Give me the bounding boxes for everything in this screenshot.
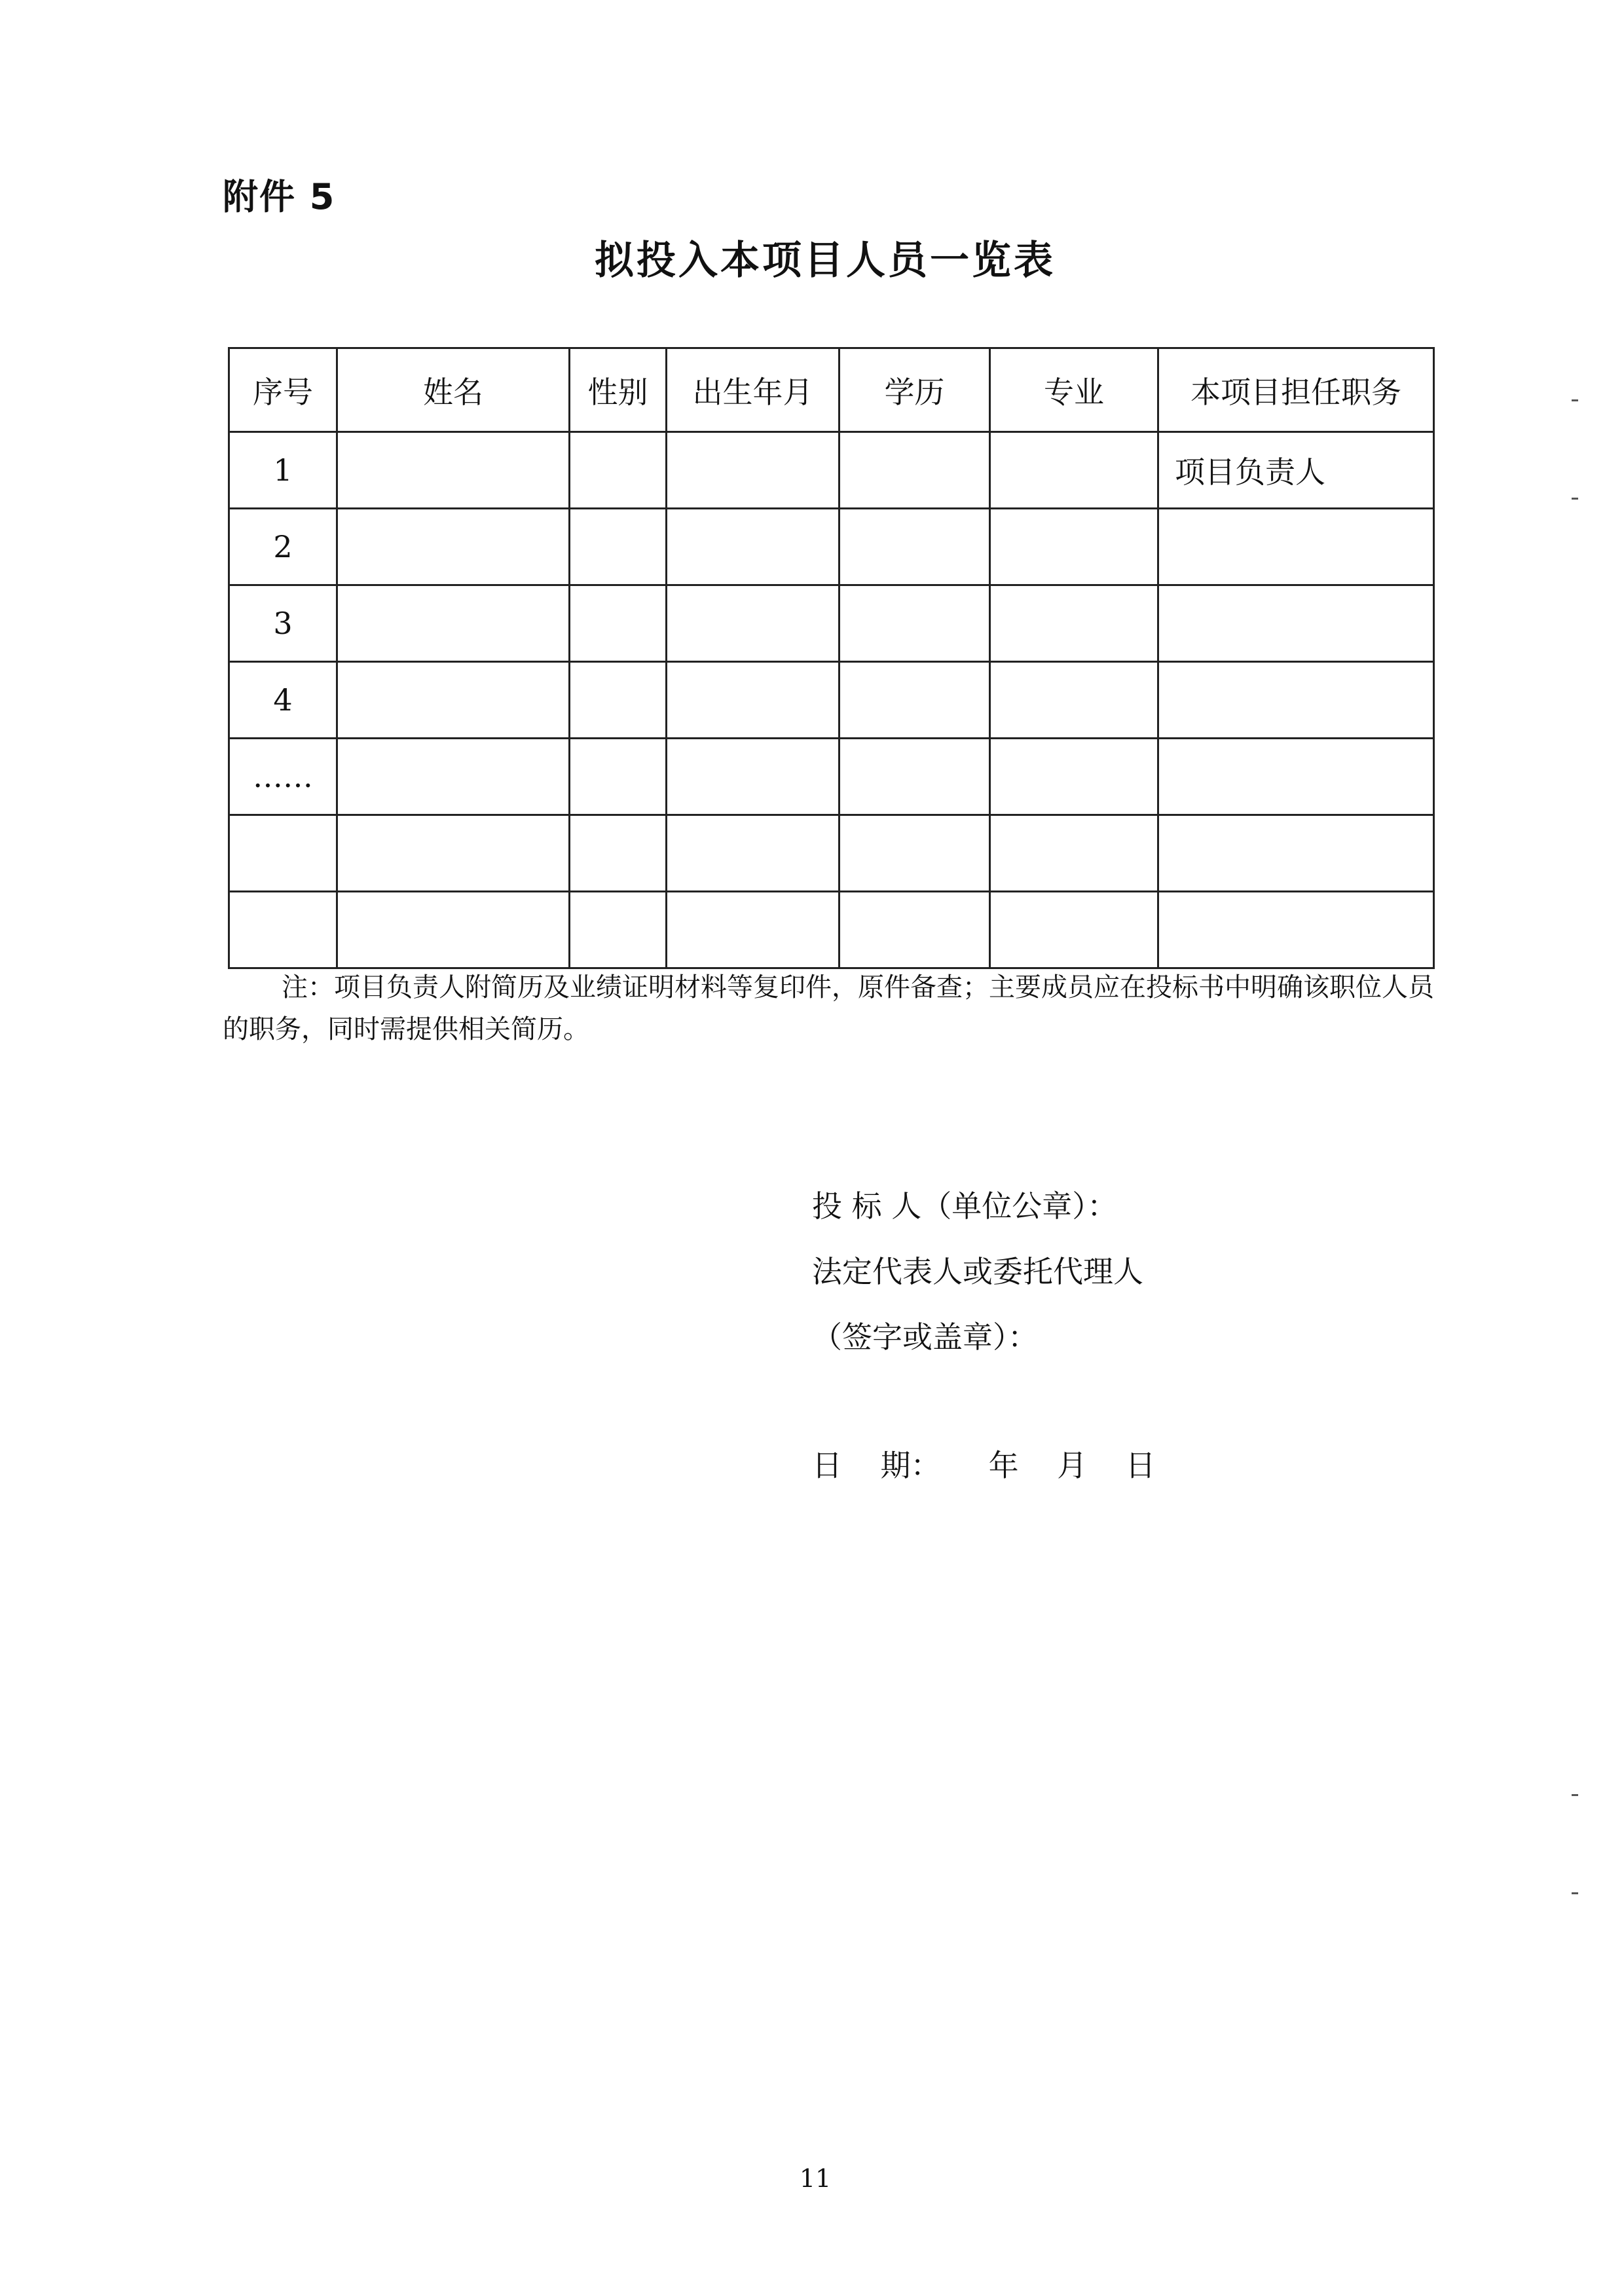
- table-row: [229, 509, 1434, 585]
- scan-mark: [1572, 498, 1578, 500]
- table-row: [229, 739, 1434, 815]
- attachment-label: 附件 5: [223, 176, 336, 217]
- cell-index: 2: [229, 509, 337, 585]
- cell-duty: 项目负责人: [1158, 432, 1434, 509]
- cell-major: [990, 815, 1158, 892]
- scan-mark: [1572, 1892, 1578, 1894]
- header-major: 专业: [990, 348, 1158, 432]
- header-name: 姓名: [337, 348, 570, 432]
- cell-birth: [667, 892, 840, 968]
- cell-gender: [570, 662, 667, 739]
- cell-education: [840, 662, 990, 739]
- scan-mark: [1572, 399, 1578, 401]
- cell-index: 4: [229, 662, 337, 739]
- cell-duty: [1158, 509, 1434, 585]
- cell-duty: [1158, 662, 1434, 739]
- table-header-row: [229, 348, 1434, 432]
- header-birth: 出生年月: [667, 348, 840, 432]
- header-index: 序号: [229, 348, 337, 432]
- bidder-seal-line: 投 标 人（单位公章）：: [812, 1188, 1118, 1224]
- cell-birth: [667, 509, 840, 585]
- cell-index: 3: [229, 585, 337, 662]
- cell-gender: [570, 509, 667, 585]
- cell-name: [337, 509, 570, 585]
- cell-major: [990, 662, 1158, 739]
- cell-birth: [667, 815, 840, 892]
- header-gender: 性别: [570, 348, 667, 432]
- cell-education: [840, 432, 990, 509]
- header-duty: 本项目担任职务: [1158, 348, 1434, 432]
- table-row: [229, 585, 1434, 662]
- cell-major: [990, 509, 1158, 585]
- cell-duty: [1158, 585, 1434, 662]
- cell-major: [990, 585, 1158, 662]
- cell-gender: [570, 432, 667, 509]
- cell-index: [229, 815, 337, 892]
- table-row: [229, 662, 1434, 739]
- table-row: [229, 432, 1434, 509]
- cell-birth: [667, 662, 840, 739]
- cell-name: [337, 432, 570, 509]
- date-line: 日 期： 年 月 日: [812, 1448, 1156, 1483]
- table-note: 注：项目负责人附简历及业绩证明材料等复印件，原件备查；主要成员应在投标书中明确该职位人员的职务，同时需提供相关简历。: [223, 972, 1434, 1044]
- cell-index: ……: [229, 739, 337, 815]
- cell-duty: [1158, 739, 1434, 815]
- header-education: 学历: [840, 348, 990, 432]
- cell-gender: [570, 585, 667, 662]
- cell-education: [840, 585, 990, 662]
- cell-birth: [667, 585, 840, 662]
- cell-duty: [1158, 815, 1434, 892]
- representative-line: 法定代表人或委托代理人: [812, 1254, 1143, 1289]
- cell-duty: [1158, 892, 1434, 968]
- cell-gender: [570, 815, 667, 892]
- sign-or-seal-line: （签字或盖章）：: [812, 1319, 1038, 1355]
- cell-name: [337, 662, 570, 739]
- cell-education: [840, 815, 990, 892]
- cell-education: [840, 739, 990, 815]
- cell-index: [229, 892, 337, 968]
- cell-major: [990, 892, 1158, 968]
- staff-table: [228, 347, 1435, 969]
- cell-name: [337, 585, 570, 662]
- cell-major: [990, 432, 1158, 509]
- cell-name: [337, 892, 570, 968]
- cell-name: [337, 739, 570, 815]
- cell-education: [840, 892, 990, 968]
- cell-education: [840, 509, 990, 585]
- cell-birth: [667, 432, 840, 509]
- cell-name: [337, 815, 570, 892]
- cell-index: 1: [229, 432, 337, 509]
- cell-gender: [570, 892, 667, 968]
- cell-gender: [570, 739, 667, 815]
- table-row: [229, 815, 1434, 892]
- table-row: [229, 892, 1434, 968]
- cell-major: [990, 739, 1158, 815]
- scan-mark: [1572, 1794, 1578, 1796]
- cell-birth: [667, 739, 840, 815]
- page-number: 11: [799, 2164, 832, 2193]
- document-title: 拟投入本项目人员一览表: [595, 238, 1056, 284]
